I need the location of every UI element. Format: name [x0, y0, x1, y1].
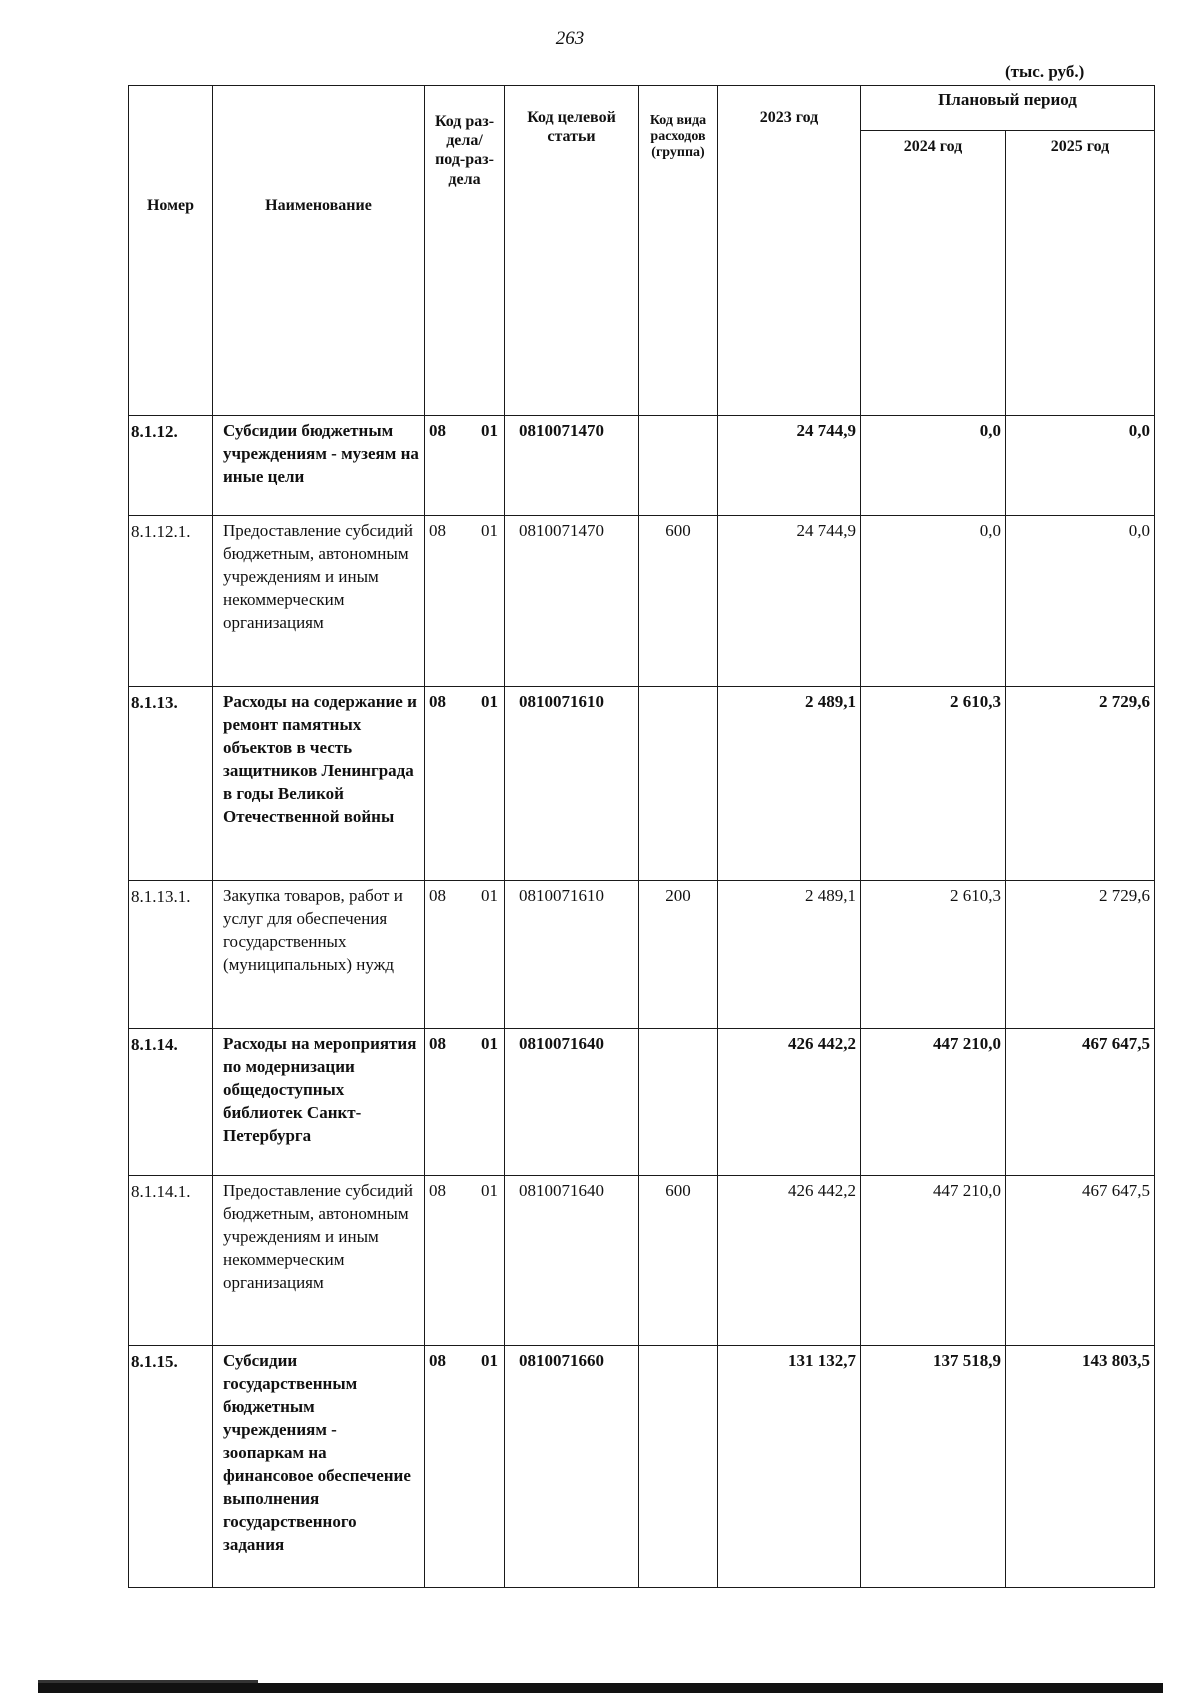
row-value-2023: 2 489,1 [718, 687, 861, 881]
row-razdel [425, 881, 505, 1029]
row-razdel [425, 1029, 505, 1176]
row-value-2023: 131 132,7 [718, 1346, 861, 1588]
row-razdel [425, 687, 505, 881]
row-name: Предоставление субсидий бюджетным, автономным учреждениям и иным некоммерческим организациям [213, 516, 425, 687]
header-razdel: Код раз-дела/ под-раз-дела [425, 86, 505, 416]
header-number: Номер [129, 86, 213, 416]
row-value-2025: 467 647,5 [1006, 1029, 1155, 1176]
podrazdel-code: 01 [481, 521, 498, 540]
row-expense-kind: 600 [639, 516, 718, 687]
row-value-2023: 24 744,9 [718, 416, 861, 516]
row-name: Закупка товаров, работ и услуг для обеспечения государственных (муниципальных) нужд [213, 881, 425, 1029]
row-name: Субсидии государственным бюджетным учреждениям - зоопаркам на финансовое обеспечение выполнения государственного задания [213, 1346, 425, 1588]
row-value-2024: 137 518,9 [861, 1346, 1006, 1588]
razdel-code: 08 [429, 1351, 446, 1370]
podrazdel-code: 01 [481, 1034, 498, 1053]
row-value-2023: 426 442,2 [718, 1176, 861, 1346]
table-row [129, 1176, 1155, 1346]
razdel-code: 08 [429, 1034, 446, 1053]
page-number: 263 [555, 28, 585, 49]
row-value-2023: 2 489,1 [718, 881, 861, 1029]
razdel-code: 08 [429, 692, 446, 711]
header-target-code: Код целевой статьи [505, 86, 639, 416]
row-expense-kind: 200 [639, 881, 718, 1029]
header-name: Наименование [213, 86, 425, 416]
budget-table [128, 85, 1155, 1588]
row-value-2024: 2 610,3 [861, 881, 1006, 1029]
row-value-2024: 447 210,0 [861, 1176, 1006, 1346]
podrazdel-code: 01 [481, 692, 498, 711]
row-value-2025: 0,0 [1006, 416, 1155, 516]
row-name: Субсидии бюджетным учреждениям - музеям на иные цели [213, 416, 425, 516]
row-value-2025: 2 729,6 [1006, 687, 1155, 881]
row-expense-kind [639, 1346, 718, 1588]
row-target-code: 0810071640 [505, 1029, 639, 1176]
row-target-code: 0810071610 [505, 687, 639, 881]
row-number: 8.1.15. [129, 1346, 213, 1588]
podrazdel-code: 01 [481, 886, 498, 905]
row-number: 8.1.13.1. [129, 881, 213, 1029]
row-target-code: 0810071470 [505, 516, 639, 687]
row-number: 8.1.14. [129, 1029, 213, 1176]
row-value-2024: 2 610,3 [861, 687, 1006, 881]
row-name: Расходы на мероприятия по модернизации общедоступных библиотек Санкт-Петербурга [213, 1029, 425, 1176]
table-row [129, 1029, 1155, 1176]
table-row [129, 1346, 1155, 1588]
row-number: 8.1.12.1. [129, 516, 213, 687]
header-2024: 2024 год [861, 130, 1006, 415]
podrazdel-code: 01 [481, 421, 498, 440]
row-target-code: 0810071610 [505, 881, 639, 1029]
header-2023: 2023 год [718, 86, 861, 416]
row-number: 8.1.13. [129, 687, 213, 881]
row-name: Предоставление субсидий бюджетным, автономным учреждениям и иным некоммерческим организациям [213, 1176, 425, 1346]
row-razdel [425, 1346, 505, 1588]
header-planned-period: Плановый период [861, 86, 1155, 131]
razdel-code: 08 [429, 421, 446, 440]
row-target-code: 0810071470 [505, 416, 639, 516]
row-razdel [425, 416, 505, 516]
row-value-2023: 24 744,9 [718, 516, 861, 687]
podrazdel-code: 01 [481, 1351, 498, 1370]
header-expense-kind: Код вида расходов (группа) [639, 86, 718, 416]
row-value-2025: 467 647,5 [1006, 1176, 1155, 1346]
row-target-code: 0810071640 [505, 1176, 639, 1346]
table-row [129, 416, 1155, 516]
razdel-code: 08 [429, 886, 446, 905]
row-number: 8.1.12. [129, 416, 213, 516]
row-expense-kind [639, 1029, 718, 1176]
podrazdel-code: 01 [481, 1181, 498, 1200]
row-target-code: 0810071660 [505, 1346, 639, 1588]
row-number: 8.1.14.1. [129, 1176, 213, 1346]
row-value-2025: 0,0 [1006, 516, 1155, 687]
table-row [129, 881, 1155, 1029]
row-value-2025: 143 803,5 [1006, 1346, 1155, 1588]
row-value-2024: 0,0 [861, 416, 1006, 516]
row-expense-kind [639, 416, 718, 516]
table-row [129, 687, 1155, 881]
row-value-2024: 447 210,0 [861, 1029, 1006, 1176]
row-value-2025: 2 729,6 [1006, 881, 1155, 1029]
razdel-code: 08 [429, 521, 446, 540]
units-label: (тыс. руб.) [1005, 62, 1085, 81]
row-expense-kind [639, 687, 718, 881]
row-value-2024: 0,0 [861, 516, 1006, 687]
razdel-code: 08 [429, 1181, 446, 1200]
header-2025: 2025 год [1006, 130, 1155, 415]
scan-edge-bar [38, 1683, 1163, 1693]
row-razdel [425, 516, 505, 687]
row-name: Расходы на содержание и ремонт памятных объектов в честь защитников Ленинграда в годы Великой Отечественной войны [213, 687, 425, 881]
row-value-2023: 426 442,2 [718, 1029, 861, 1176]
row-razdel [425, 1176, 505, 1346]
row-expense-kind: 600 [639, 1176, 718, 1346]
table-row [129, 516, 1155, 687]
